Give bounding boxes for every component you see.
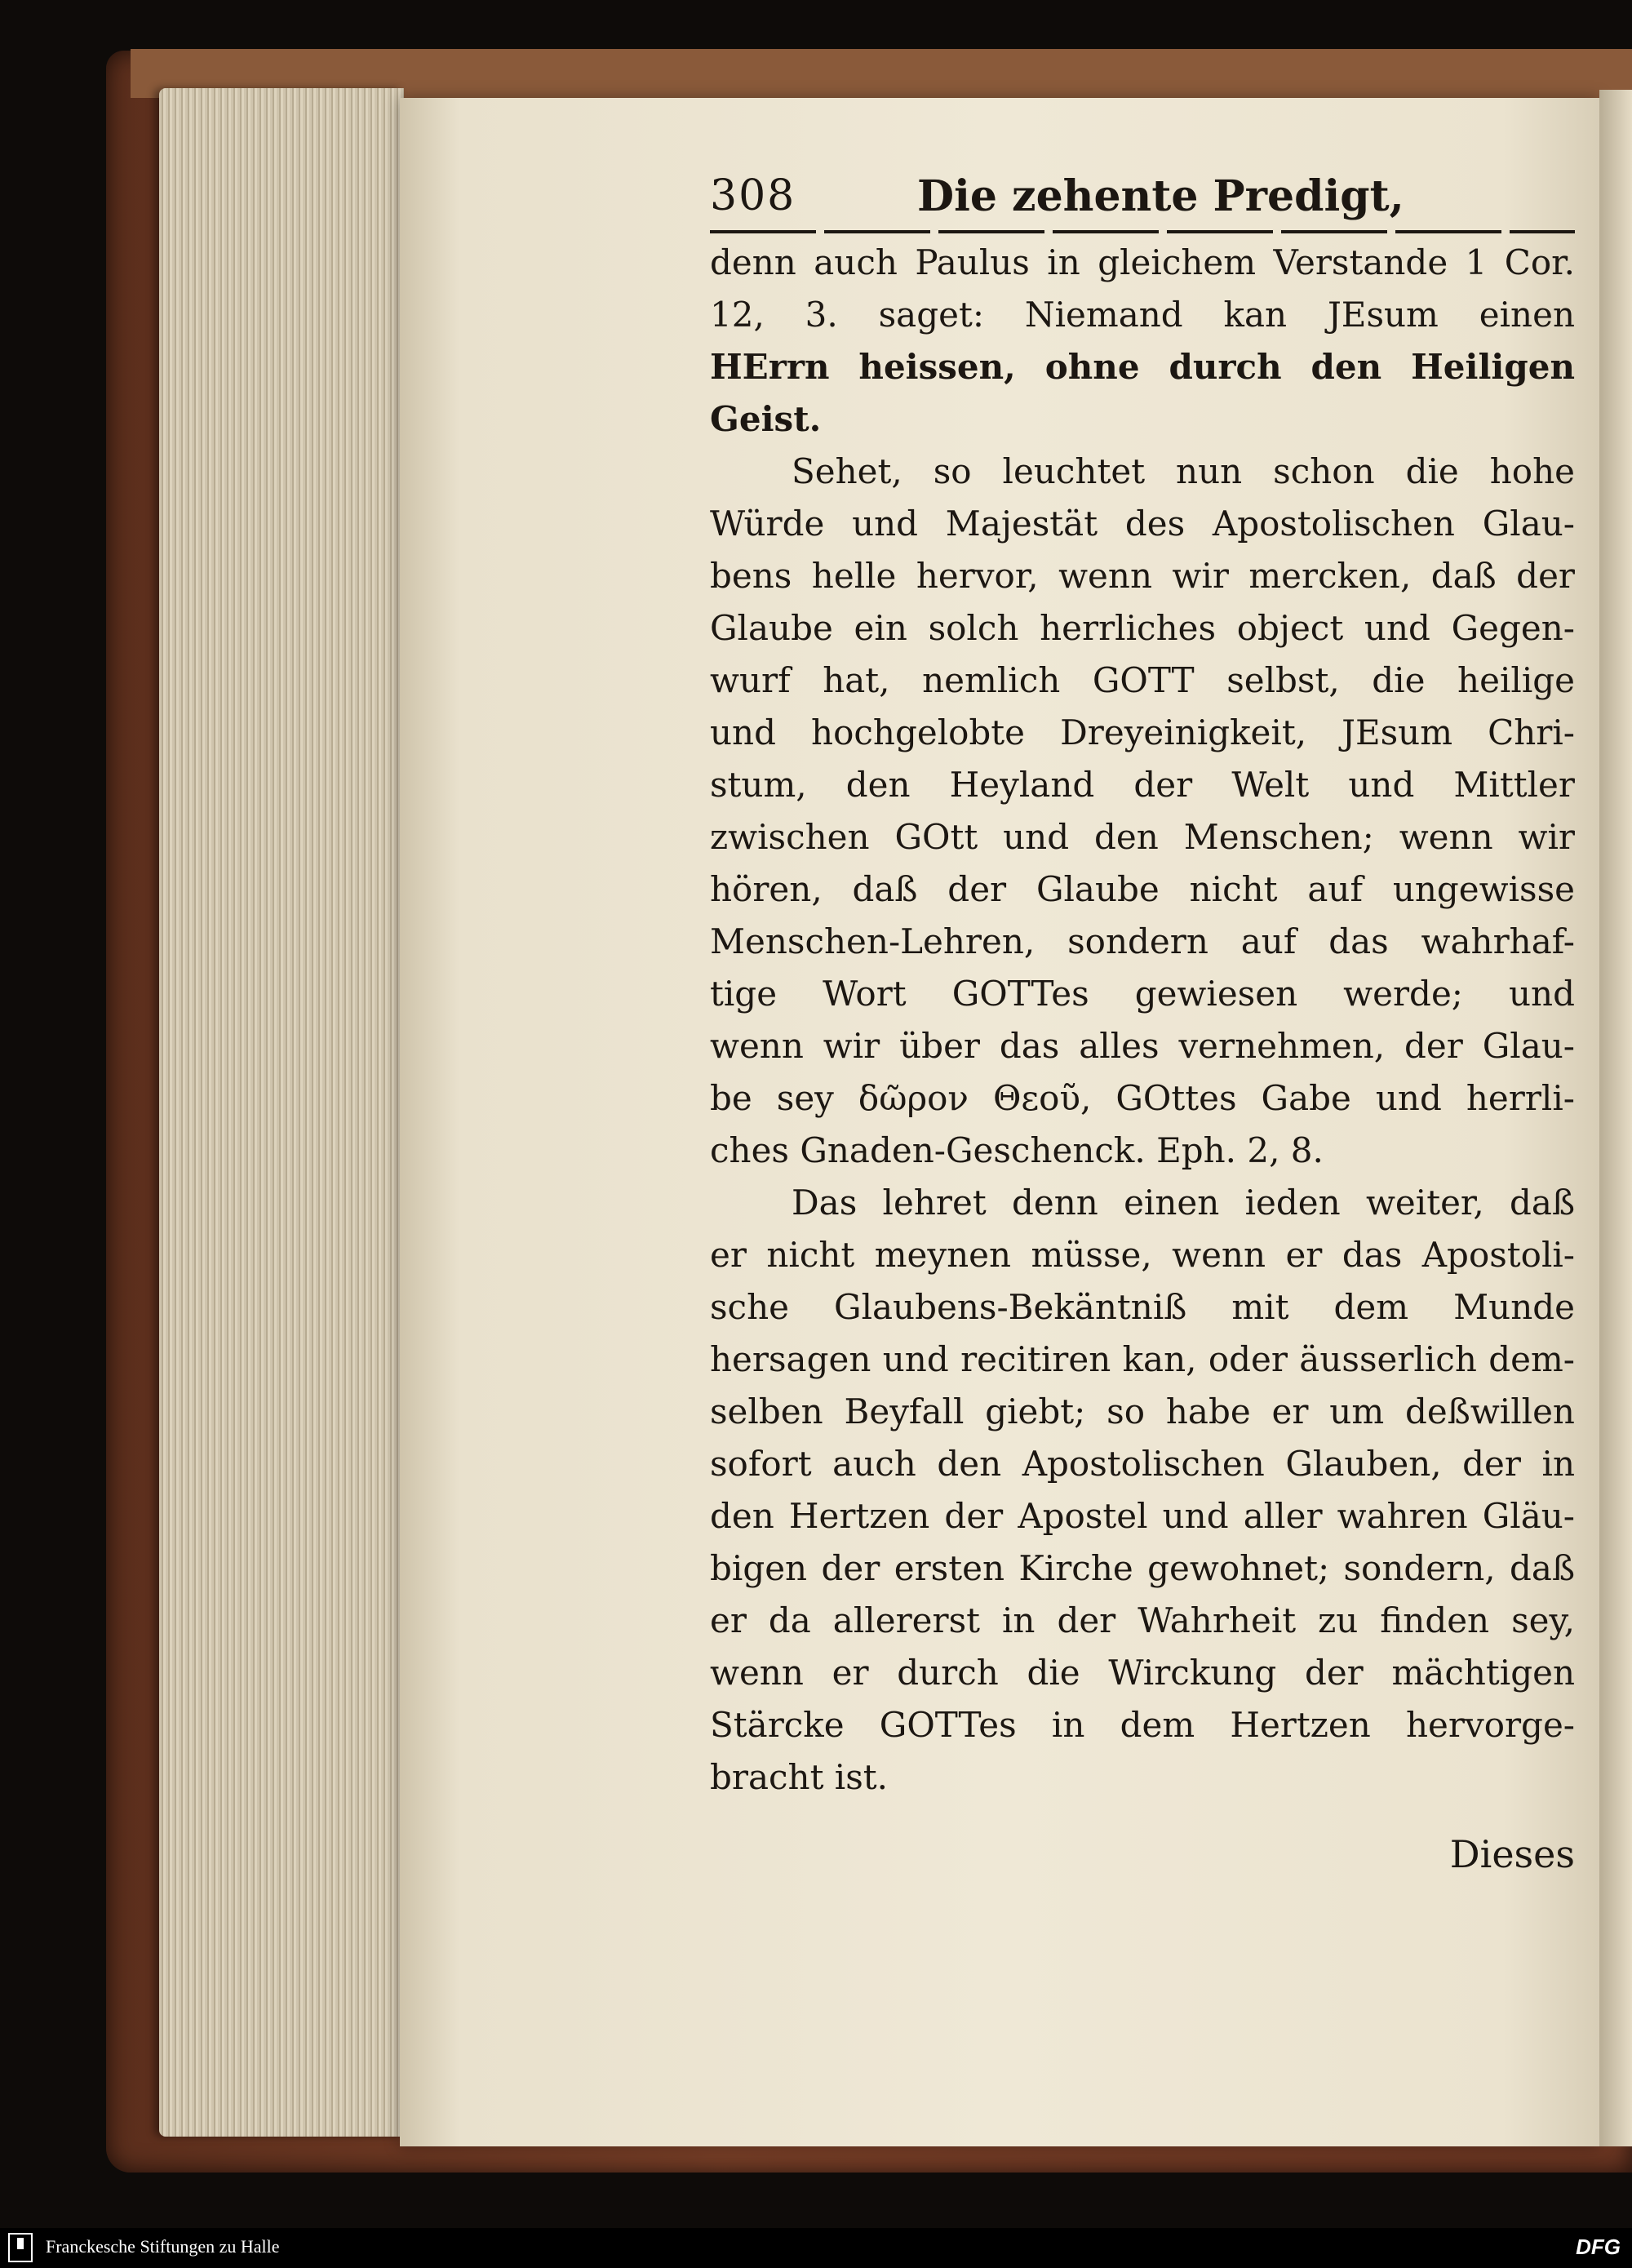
text-line: sche Glaubens-Bekäntniß mit dem Munde xyxy=(710,1287,1575,1327)
text-line: bigen der ersten Kirche gewohnet; sondern, daß xyxy=(710,1548,1575,1588)
text-line: be sey δῶρον Θεοῦ, GOttes Gabe und herrli- xyxy=(710,1078,1575,1118)
text-line: Glaube ein solch herrliches object und Gegen- xyxy=(710,608,1575,648)
institution-logo-icon xyxy=(8,2233,33,2262)
facing-page-edge xyxy=(1599,90,1632,2146)
body-text xyxy=(710,237,1575,1804)
text-line: bens helle hervor, wenn wir mercken, daß der xyxy=(710,556,1575,596)
text-line: Das lehret denn einen ieden weiter, daß xyxy=(792,1183,1575,1223)
text-line: bracht ist. xyxy=(710,1757,889,1797)
page-block-edge xyxy=(159,88,404,2137)
text-line: er nicht meynen müsse, wenn er das Apostoli- xyxy=(710,1235,1575,1275)
footer-bar xyxy=(0,2228,1632,2268)
text-line: er da allererst in der Wahrheit zu finden sey, xyxy=(710,1600,1575,1640)
header-rule xyxy=(710,230,1575,233)
text-line: wurf hat, nemlich GOTT selbst, die heilige xyxy=(710,660,1575,700)
text-line: 12, 3. saget: Niemand kan JEsum einen xyxy=(710,295,1575,335)
text-line: Würde und Majestät des Apostolischen Glau- xyxy=(710,504,1575,544)
text-line: Sehet, so leuchtet nun schon die hohe xyxy=(792,451,1575,491)
text-line: wenn wir über das alles vernehmen, der Glau- xyxy=(710,1026,1575,1066)
text-line: denn auch Paulus in gleichem Verstande 1 Cor. xyxy=(710,242,1575,282)
text-line: HErrn heissen, ohne durch den Heiligen xyxy=(710,347,1575,387)
text-line: selben Beyfall giebt; so habe er um deßwillen xyxy=(710,1391,1575,1431)
text-line: wenn er durch die Wirckung der mächtigen xyxy=(710,1653,1575,1693)
text-line: Menschen-Lehren, sondern auf das wahrhaf- xyxy=(710,921,1575,961)
text-line: tige Wort GOTTes gewiesen werde; und xyxy=(710,974,1575,1014)
text-line: Stärcke GOTTes in dem Hertzen hervorge- xyxy=(710,1705,1575,1745)
text-line: stum, den Heyland der Welt und Mittler xyxy=(710,765,1575,805)
footer-institution: Franckesche Stiftungen zu Halle xyxy=(46,2236,280,2257)
text-line: Geist. xyxy=(710,399,822,439)
text-line: sofort auch den Apostolischen Glauben, der in xyxy=(710,1444,1575,1484)
text-block xyxy=(710,171,1575,1893)
text-line: zwischen GOtt und den Menschen; wenn wir xyxy=(710,817,1575,857)
page-number: 308 xyxy=(710,171,796,220)
text-line: hören, daß der Glaube nicht auf ungewisse xyxy=(710,869,1575,909)
page-header xyxy=(710,171,1575,237)
running-title: Die zehente Predigt, xyxy=(917,171,1404,221)
text-line: und hochgelobte Dreyeinigkeit, JEsum Chri- xyxy=(710,712,1575,752)
catchword: Dieses xyxy=(1449,1832,1575,1876)
text-line: hersagen und recitiren kan, oder äusserlich dem- xyxy=(710,1339,1575,1379)
catchword-row xyxy=(710,1828,1575,1893)
footer-brand: DFG xyxy=(1576,2235,1621,2259)
text-line: ches Gnaden-Geschenck. Eph. 2, 8. xyxy=(710,1130,1324,1170)
text-line: den Hertzen der Apostel und aller wahren Gläu- xyxy=(710,1496,1575,1536)
